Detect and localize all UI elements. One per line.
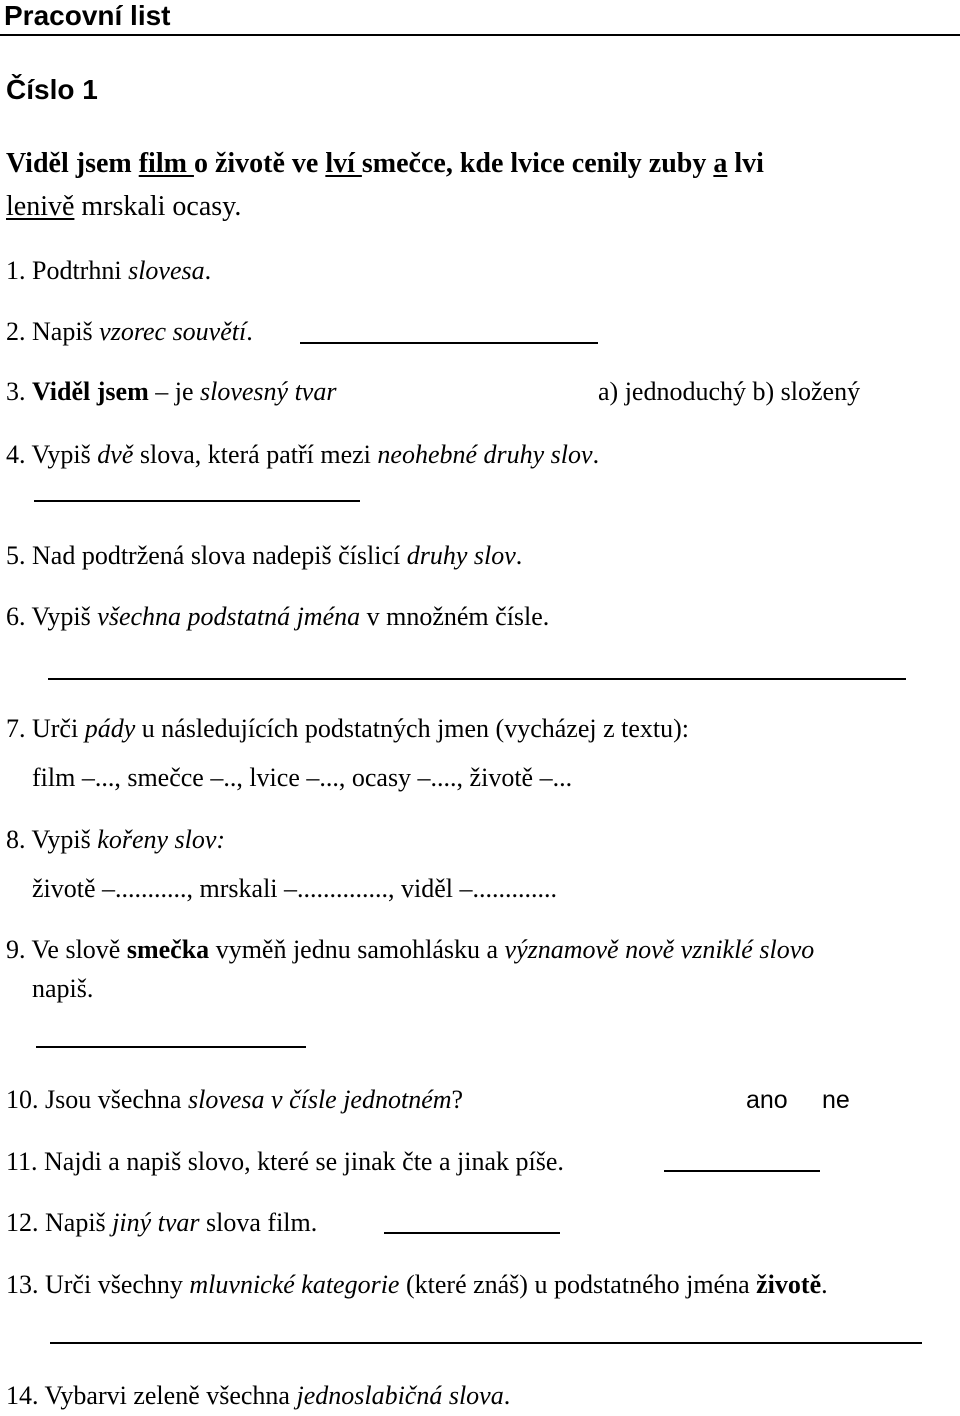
answer-line-task-9[interactable] [36,1046,306,1048]
option-ne[interactable]: ne [822,1086,850,1114]
task-11: 11. Najdi a napiš slovo, které se jinak čte a jinak píše. [6,1147,564,1176]
sentence-part: smečce, kde lvice cenily zuby [361,148,714,179]
task-12: 12. Napiš jiný tvar slova film. [6,1208,318,1237]
task-14: 14. Vybarvi zeleně všechna jednoslabičná slova. [6,1381,511,1410]
task-3-options[interactable]: a) jednoduchý b) složený [598,377,861,406]
answer-line-task-2[interactable] [300,342,598,344]
task-3: 3. Viděl jsem – je slovesný tvar [6,377,337,406]
worksheet-title: Pracovní list [4,0,171,31]
task-6: 6. Vypiš všechna podstatná jména v množném čísle. [6,602,550,631]
answer-line-task-6[interactable] [48,678,906,680]
task-8-answers[interactable]: životě –..........., mrskali –.............., viděl –............. [32,874,558,903]
section-title: Číslo 1 [6,74,98,105]
underlined-word-lvi: lví [325,148,362,179]
task-2: 2. Napiš vzorec souvětí. [6,317,253,346]
task-1: 1. Podtrhni slovesa. [6,256,212,285]
task-13: 13. Urči všechny mluvnické kategorie (které znáš) u podstatného jména životě. [6,1270,828,1299]
task-9-line-2: napiš. [32,974,94,1003]
header-divider [0,34,960,36]
sentence-part: Viděl jsem [6,148,139,179]
task-4: 4. Vypiš dvě slova, která patří mezi neohebné druhy slov. [6,440,600,469]
underlined-word-a: a [713,148,728,179]
sentence-part: o životě ve [193,148,326,179]
sentence-line-2 [6,192,241,222]
task-9-line-1: 9. Ve slově smečka vyměň jednu samohlásku a významově nově vzniklé slovo [6,935,815,964]
answer-line-task-4[interactable] [34,500,360,502]
task-5: 5. Nad podtržená slova nadepiš číslicí druhy slov. [6,541,523,570]
answer-line-task-13[interactable] [50,1342,922,1344]
answer-line-task-12[interactable] [384,1232,560,1234]
underlined-word-lenive: lenivě [6,191,75,222]
option-ano[interactable]: ano [746,1086,788,1114]
task-7-answers[interactable]: film –..., smečce –.., lvice –..., ocasy –...., životě –... [32,763,573,792]
sentence-line-1 [6,149,764,179]
task-8: 8. Vypiš kořeny slov: [6,825,226,854]
task-10: 10. Jsou všechna slovesa v čísle jednotném? [6,1085,464,1114]
underlined-word-film: film [138,148,194,179]
sentence-part: mrskali ocasy. [74,191,242,222]
answer-line-task-11[interactable] [664,1170,820,1172]
task-7: 7. Urči pády u následujících podstatných jmen (vycházej z textu): [6,714,690,743]
sentence-part: lvi [727,148,764,179]
